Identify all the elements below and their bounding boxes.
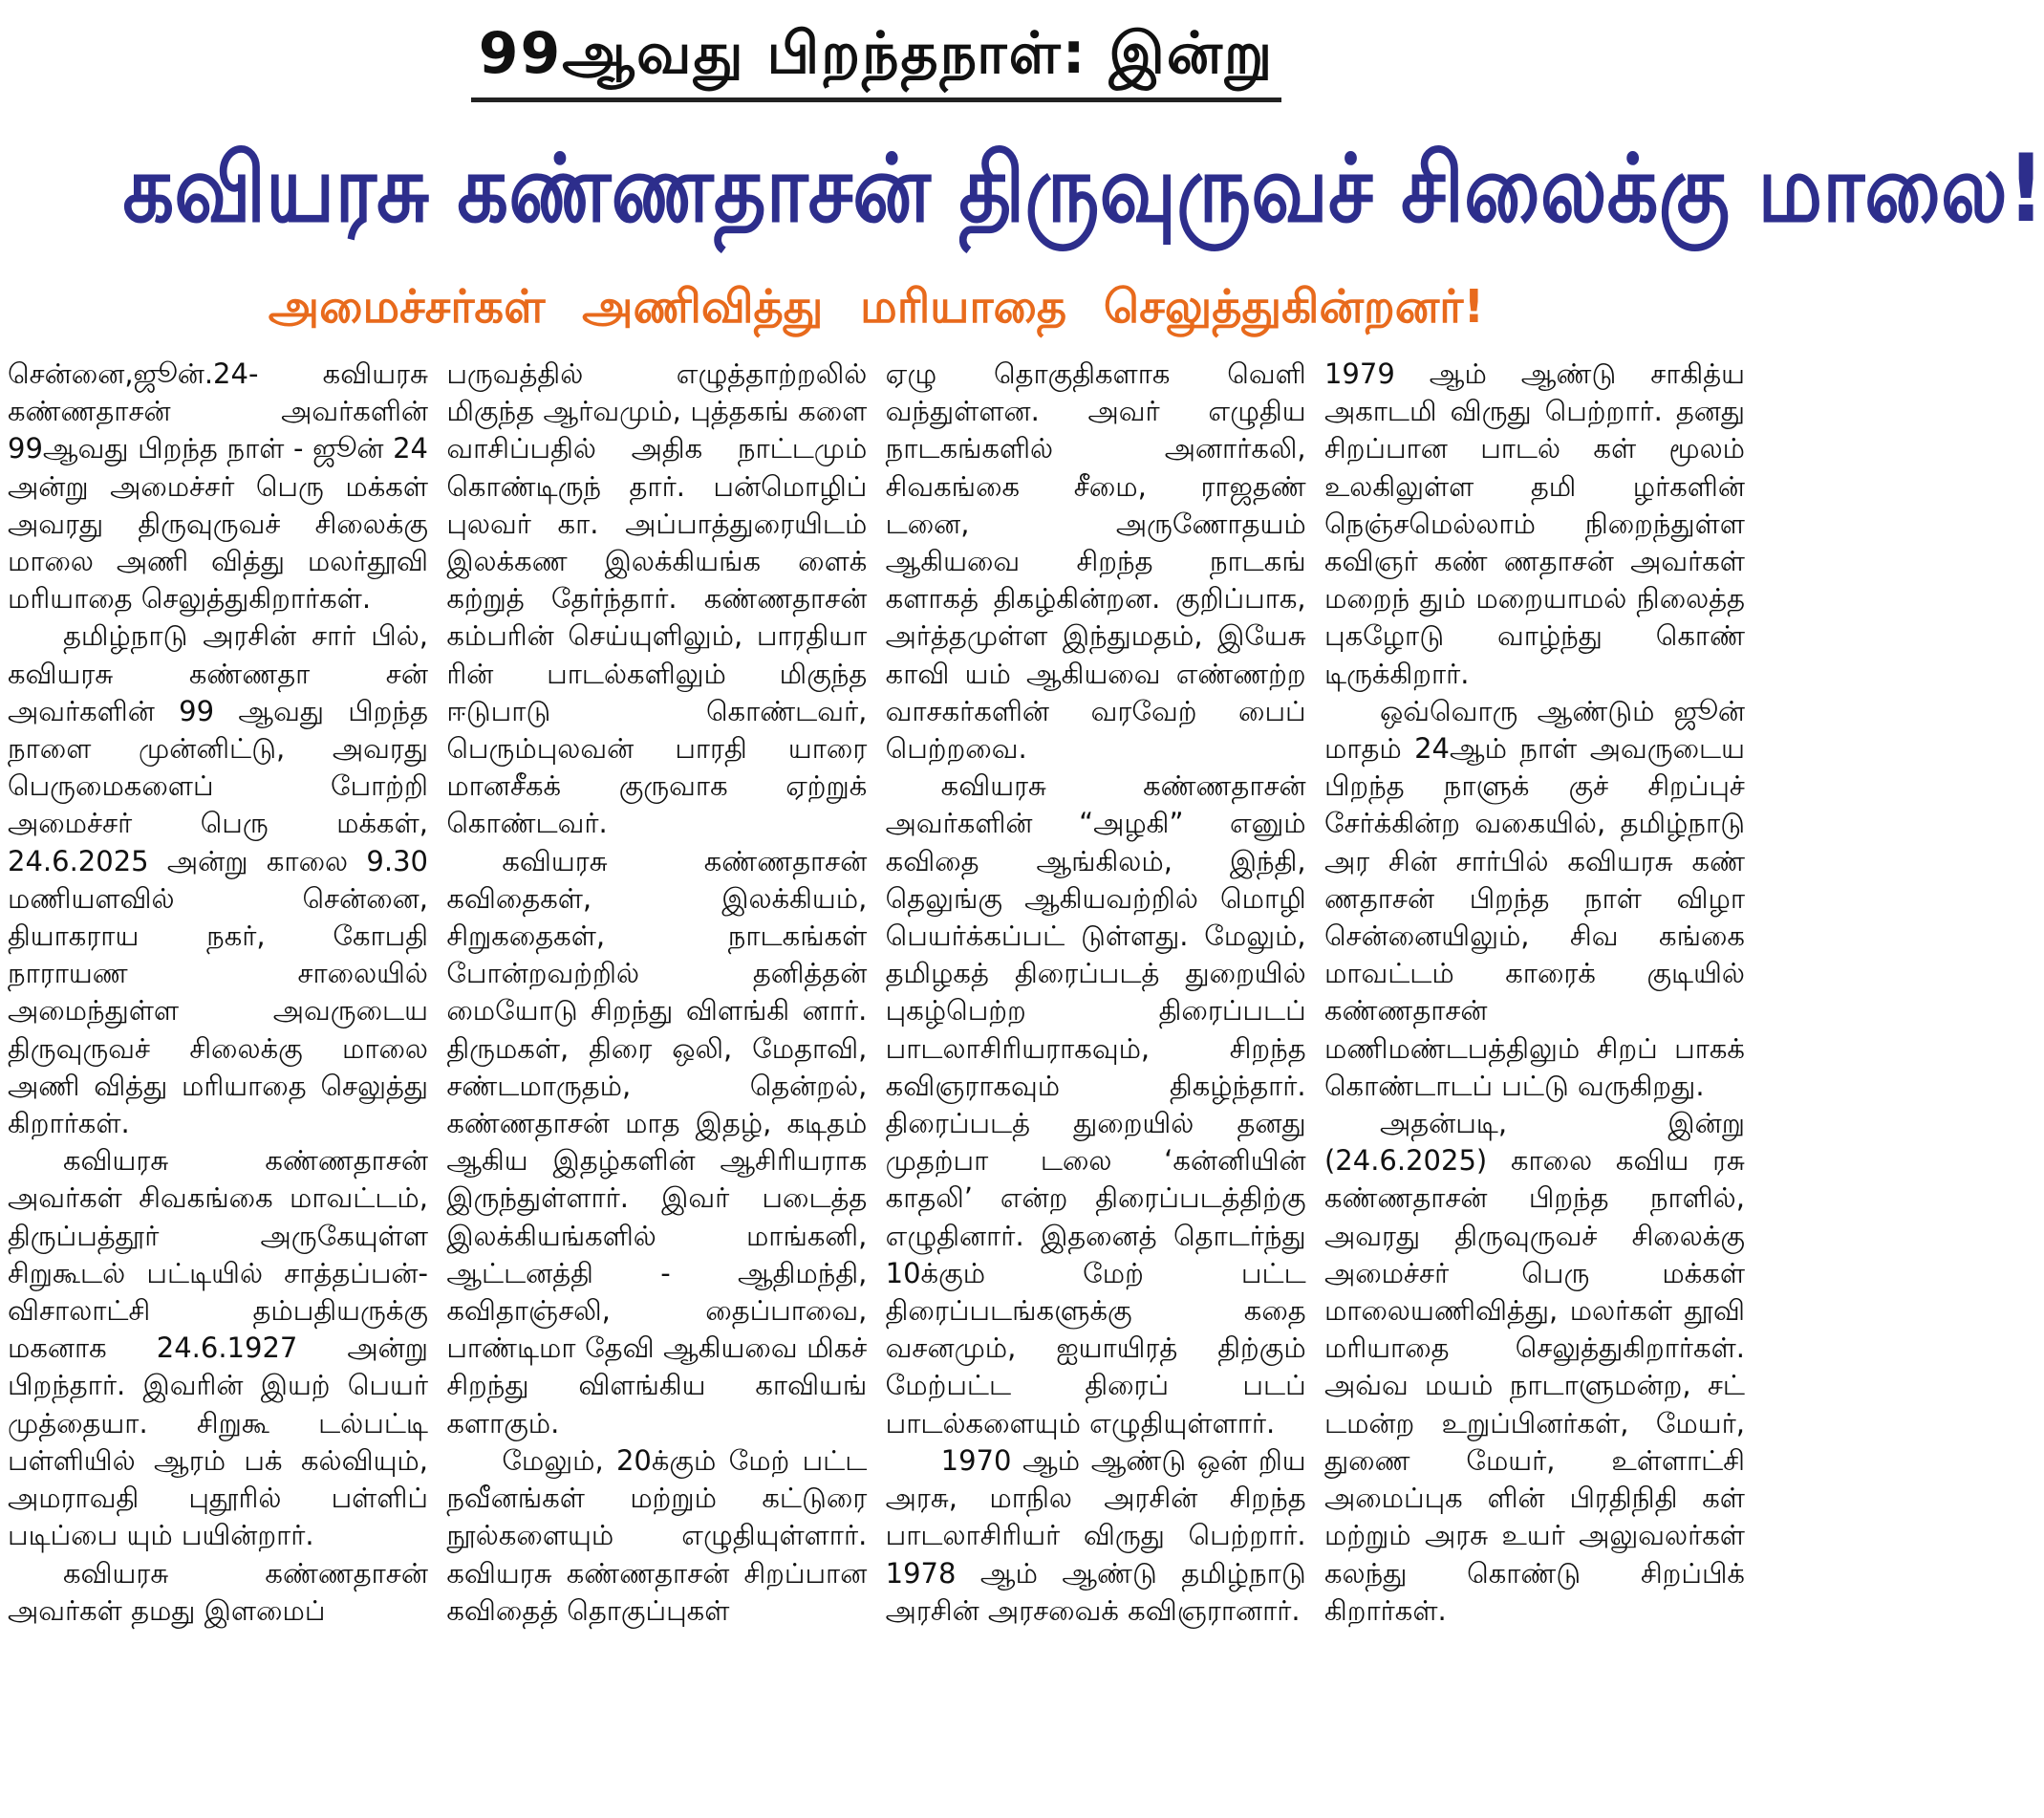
kicker-banner bbox=[0, 13, 1753, 102]
article-paragraph: ஒவ்வொரு ஆண்டும் ஜூன் மாதம் 24ஆம் நாள் அவருடைய பிறந்த நாளுக் குச் சிறப்புச் சேர்க்கின்ற வகையில், தமிழ்நாடு அர சின் சார்பில் கவியரசு கண் ணதாசன் பிறந்த நாள் விழா சென்னையிலும், சிவ கங்கை மாவட்டம் காரைக் குடியில் கண்ணதாசன் மணிமண்டபத்திலும் சிறப் பாகக் கொண்டாடப் பட்டு வருகிறது. bbox=[1323, 694, 1745, 1102]
article-paragraph: கவியரசு கண்ணதாசன் அவர்களின் “அழகி” எனும் கவிதை ஆங்கிலம், இந்தி, தெலுங்கு ஆகியவற்றில் மொழி பெயர்க்கப்பட் டுள்ளது. மேலும், தமிழகத் திரைப்படத் துறையில் புகழ்பெற்ற திரைப்படப் பாடலாசிரியராகவும், சிறந்த கவிஞராகவும் திகழ்ந்தார். திரைப்படத் துறையில் தனது முதற்பா டலை ‘கன்னியின் காதலி’ என்ற திரைப்படத்திற்கு எழுதினார். இதனைத் தொடர்ந்து 10க்கும் மேற் பட்ட திரைப்படங்களுக்கு கதை வசனமும், ஐயாயிரத் திற்கும் மேற்பட்ட திரைப் படப் பாடல்களையும் எழுதியுள்ளார். bbox=[885, 769, 1306, 1439]
article-paragraph: மேலும், 20க்கும் மேற் பட்ட நவீனங்கள் மற்றும் கட்டுரை நூல்களையும் எழுதியுள்ளார். கவியரசு கண்ணதாசன் சிறப்பான கவிதைத் தொகுப்புகள் bbox=[446, 1443, 868, 1627]
article-paragraph: தமிழ்நாடு அரசின் சார் பில், கவியரசு கண்ணதா சன் அவர்களின் 99 ஆவது பிறந்த நாளை முன்னிட்டு, அவரது பெருமைகளைப் போற்றி அமைச்சர் பெரு மக்கள், 24.6.2025 அன்று காலை 9.30 மணியளவில் சென்னை, தியாகராய நகர், கோபதி நாராயண சாலையில் அமைந்துள்ள அவருடைய திருவுருவச் சிலைக்கு மாலை அணி வித்து மரியாதை செலுத்து கிறார்கள். bbox=[8, 619, 428, 1140]
article-paragraph: சென்னை,ஜூன்.24- கவியரசு கண்ணதாசன் அவர்களின் 99ஆவது பிறந்த நாள் - ஜூன் 24 அன்று அமைச்சர் பெரு மக்கள் அவரது திருவுருவச் சிலைக்கு மாலை அணி வித்து மலர்தூவி மரியாதை செலுத்துகிறார்கள். bbox=[8, 357, 428, 616]
article-column-2 bbox=[446, 356, 867, 1814]
article-paragraph: கவியரசு கண்ணதாசன் அவர்கள் தமது இளமைப் bbox=[8, 1556, 428, 1627]
headline: கவியரசு கண்ணதாசன் திருவுருவச் சிலைக்கு மாலை! bbox=[122, 135, 2044, 244]
article-column-3 bbox=[886, 356, 1306, 1814]
article-paragraph: கவியரசு கண்ணதாசன் அவர்கள் சிவகங்கை மாவட்டம், திருப்பத்தூர் அருகேயுள்ள சிறுகூடல் பட்டியில் சாத்தப்பன்-விசாலாட்சி தம்பதியருக்கு மகனாக 24.6.1927 அன்று பிறந்தார். இவரின் இயற் பெயர் முத்தையா. சிறுகூ டல்பட்டி பள்ளியில் ஆரம் பக் கல்வியும், அமராவதி புதூரில் பள்ளிப் படிப்பை யும் பயின்றார். bbox=[8, 1144, 428, 1552]
article-column-4 bbox=[1324, 356, 1745, 1814]
article-paragraph: 1970 ஆம் ஆண்டு ஒன் றிய அரசு, மாநில அரசின் சிறந்த பாடலாசிரியர் விருது பெற்றார். 1978 ஆம் ஆண்டு தமிழ்நாடு அரசின் அரசவைக் கவிஞரானார். bbox=[885, 1443, 1306, 1627]
article-paragraph: பருவத்தில் எழுத்தாற்றலில் மிகுந்த ஆர்வமும், புத்தகங் களை வாசிப்பதில் அதிக நாட்டமும் கொண்டிருந் தார். பன்மொழிப் புலவர் கா. அப்பாத்துரையிடம் இலக்கண இலக்கியங்க ளைக் கற்றுத் தேர்ந்தார். கண்ணதாசன் கம்பரின் செய்யுளிலும், பாரதியா ரின் பாடல்களிலும் மிகுந்த ஈடுபாடு கொண்டவர், பெரும்புலவன் பாரதி யாரை மானசீகக் குருவாக ஏற்றுக் கொண்டவர். bbox=[446, 357, 868, 840]
article-paragraph: கவியரசு கண்ணதாசன் கவிதைகள், இலக்கியம், சிறுகதைகள், நாடகங்கள் போன்றவற்றில் தனித்தன் மையோடு சிறந்து விளங்கி னார். திருமகள், திரை ஒலி, மேதாவி, சண்டமாருதம், தென்றல், கண்ணதாசன் மாத இதழ், கடிதம் ஆகிய இதழ்களின் ஆசிரியராக இருந்துள்ளார். இவர் படைத்த இலக்கியங்களில் மாங்கனி, ஆட்டனத்தி - ஆதிமந்தி, கவிதாஞ்சலி, தைப்பாவை, பாண்டிமா தேவி ஆகியவை மிகச் சிறந்து விளங்கிய காவியங் களாகும். bbox=[446, 844, 868, 1439]
article-body bbox=[8, 356, 1745, 1814]
article-paragraph: 1979 ஆம் ஆண்டு சாகித்ய அகாடமி விருது பெற்றார். தனது சிறப்பான பாடல் கள் மூலம் உலகிலுள்ள தமி ழர்களின் நெஞ்சமெல்லாம் நிறைந்துள்ள கவிஞர் கண் ணதாசன் அவர்கள் மறைந் தும் மறையாமல் நிலைத்த புகழோடு வாழ்ந்து கொண் டிருக்கிறார். bbox=[1323, 357, 1745, 690]
kicker-text: 99ஆவது பிறந்தநாள்: இன்று bbox=[471, 13, 1281, 102]
article-paragraph: ஏழு தொகுதிகளாக வெளி வந்துள்ளன. அவர் எழுதிய நாடகங்களில் அனார்கலி, சிவகங்கை சீமை, ராஜதண் டனை, அருணோதயம் ஆகியவை சிறந்த நாடகங் களாகத் திகழ்கின்றன. குறிப்பாக, அர்த்தமுள்ள இந்துமதம், இயேசு காவி யம் ஆகியவை எண்ணற்ற வாசகர்களின் வரவேற் பைப் பெற்றவை. bbox=[885, 357, 1306, 766]
subheadline: அமைச்சர்கள் அணிவித்து மரியாதை செலுத்துகின்றனர்! bbox=[268, 280, 1485, 334]
article-column-1 bbox=[8, 356, 428, 1814]
article-paragraph: அதன்படி, இன்று (24.6.2025) காலை கவிய ரசு கண்ணதாசன் பிறந்த நாளில், அவரது திருவுருவச் சிலைக்கு அமைச்சர் பெரு மக்கள் மாலையணிவித்து, மலர்கள் தூவி மரியாதை செலுத்துகிறார்கள். அவ்வ மயம் நாடாளுமன்ற, சட் டமன்ற உறுப்பினர்கள், மேயர், துணை மேயர், உள்ளாட்சி அமைப்புக ளின் பிரதிநிதி கள் மற்றும் அரசு உயர் அலுவலர்கள் கலந்து கொண்டு சிறப்பிக் கிறார்கள். bbox=[1323, 1107, 1745, 1627]
